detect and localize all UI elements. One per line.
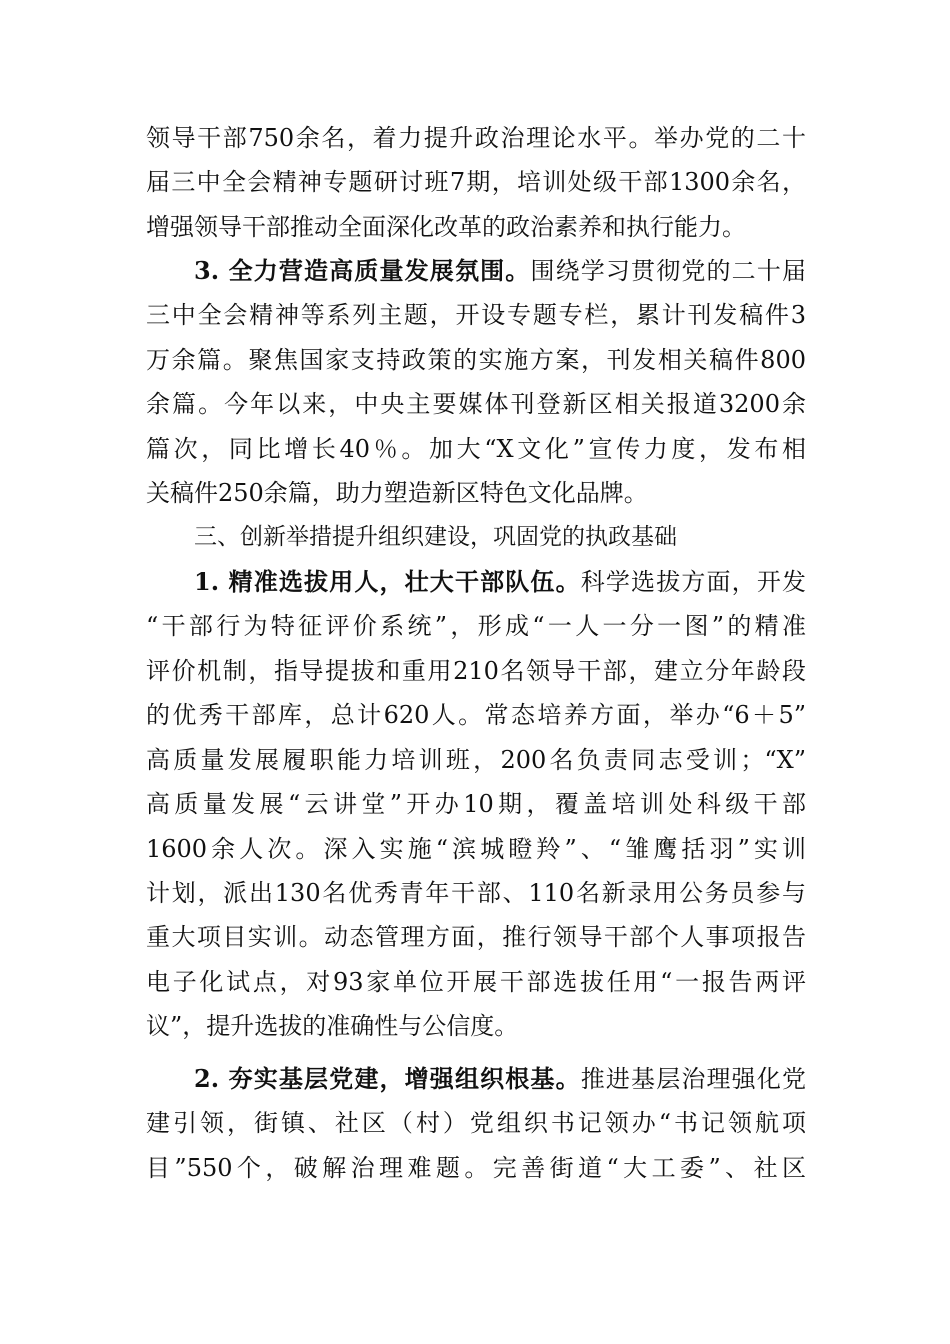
body-line: 电子化试点，对93家单位开展干部选拔任用“一报告两评 [146,968,806,996]
paragraph-lead-line [194,560,806,604]
paragraph-lead-line [194,249,806,293]
body-line: 计划，派出130名优秀青年干部、110名新录用公务员参与 [146,879,806,907]
section-heading: 三、创新举措提升组织建设，巩固党的执政基础 [194,524,677,550]
body-line: 关稿件250余篇，助力塑造新区特色文化品牌。 [146,479,648,507]
body-line: “干部行为特征评价系统”，形成“一人一分一图”的精准 [146,612,806,640]
body-line: 高质量发展履职能力培训班，200名负责同志受训；“X” [146,746,806,774]
body-line: 三中全会精神等系列主题，开设专题专栏，累计刊发稿件3 [146,301,806,329]
body-line: 增强领导干部推动全面深化改革的政治素养和执行能力。 [146,213,746,241]
paragraph-lead: 1. 精准选拔用人，壮大干部队伍。 [194,567,581,596]
paragraph-lead-rest: 围绕学习贯彻党的二十届 [530,257,806,285]
paragraph-lead-rest: 科学选拔方面，开发 [580,568,806,596]
body-line: 的优秀干部库，总计620人。常态培养方面，举办“6＋5” [146,701,806,729]
paragraph-lead: 3. 全力营造高质量发展氛围。 [194,256,531,285]
body-line: 余篇。今年以来，中央主要媒体刊登新区相关报道3200余 [146,390,806,418]
body-line: 目”550个，破解治理难题。完善街道“大工委”、社区 [146,1154,806,1182]
paragraph-lead-rest: 推进基层治理强化党 [580,1065,806,1093]
body-line: 重大项目实训。动态管理方面，推行领导干部个人事项报告 [146,923,806,951]
body-line: 建引领，街镇、社区（村）党组织书记领办“书记领航项 [146,1109,806,1137]
body-line: 万余篇。聚焦国家支持政策的实施方案，刊发相关稿件800 [146,346,806,374]
body-line: 议”，提升选拔的准确性与公信度。 [146,1012,519,1040]
paragraph-lead: 2. 夯实基层党建，增强组织根基。 [194,1064,581,1093]
body-line: 评价机制，指导提拔和重用210名领导干部，建立分年龄段 [146,657,806,685]
body-line: 篇次，同比增长40％。加大“X文化”宣传力度，发布相 [146,435,806,463]
body-line: 高质量发展“云讲堂”开办10期，覆盖培训处科级干部 [146,790,806,818]
body-line: 届三中全会精神专题研讨班7期，培训处级干部1300余名， [146,168,806,196]
body-line: 领导干部750余名，着力提升政治理论水平。举办党的二十 [146,124,806,152]
body-line: 1600余人次。深入实施“滨城瞪羚”、“雏鹰括羽”实训 [146,835,806,863]
paragraph-lead-line [194,1057,806,1101]
